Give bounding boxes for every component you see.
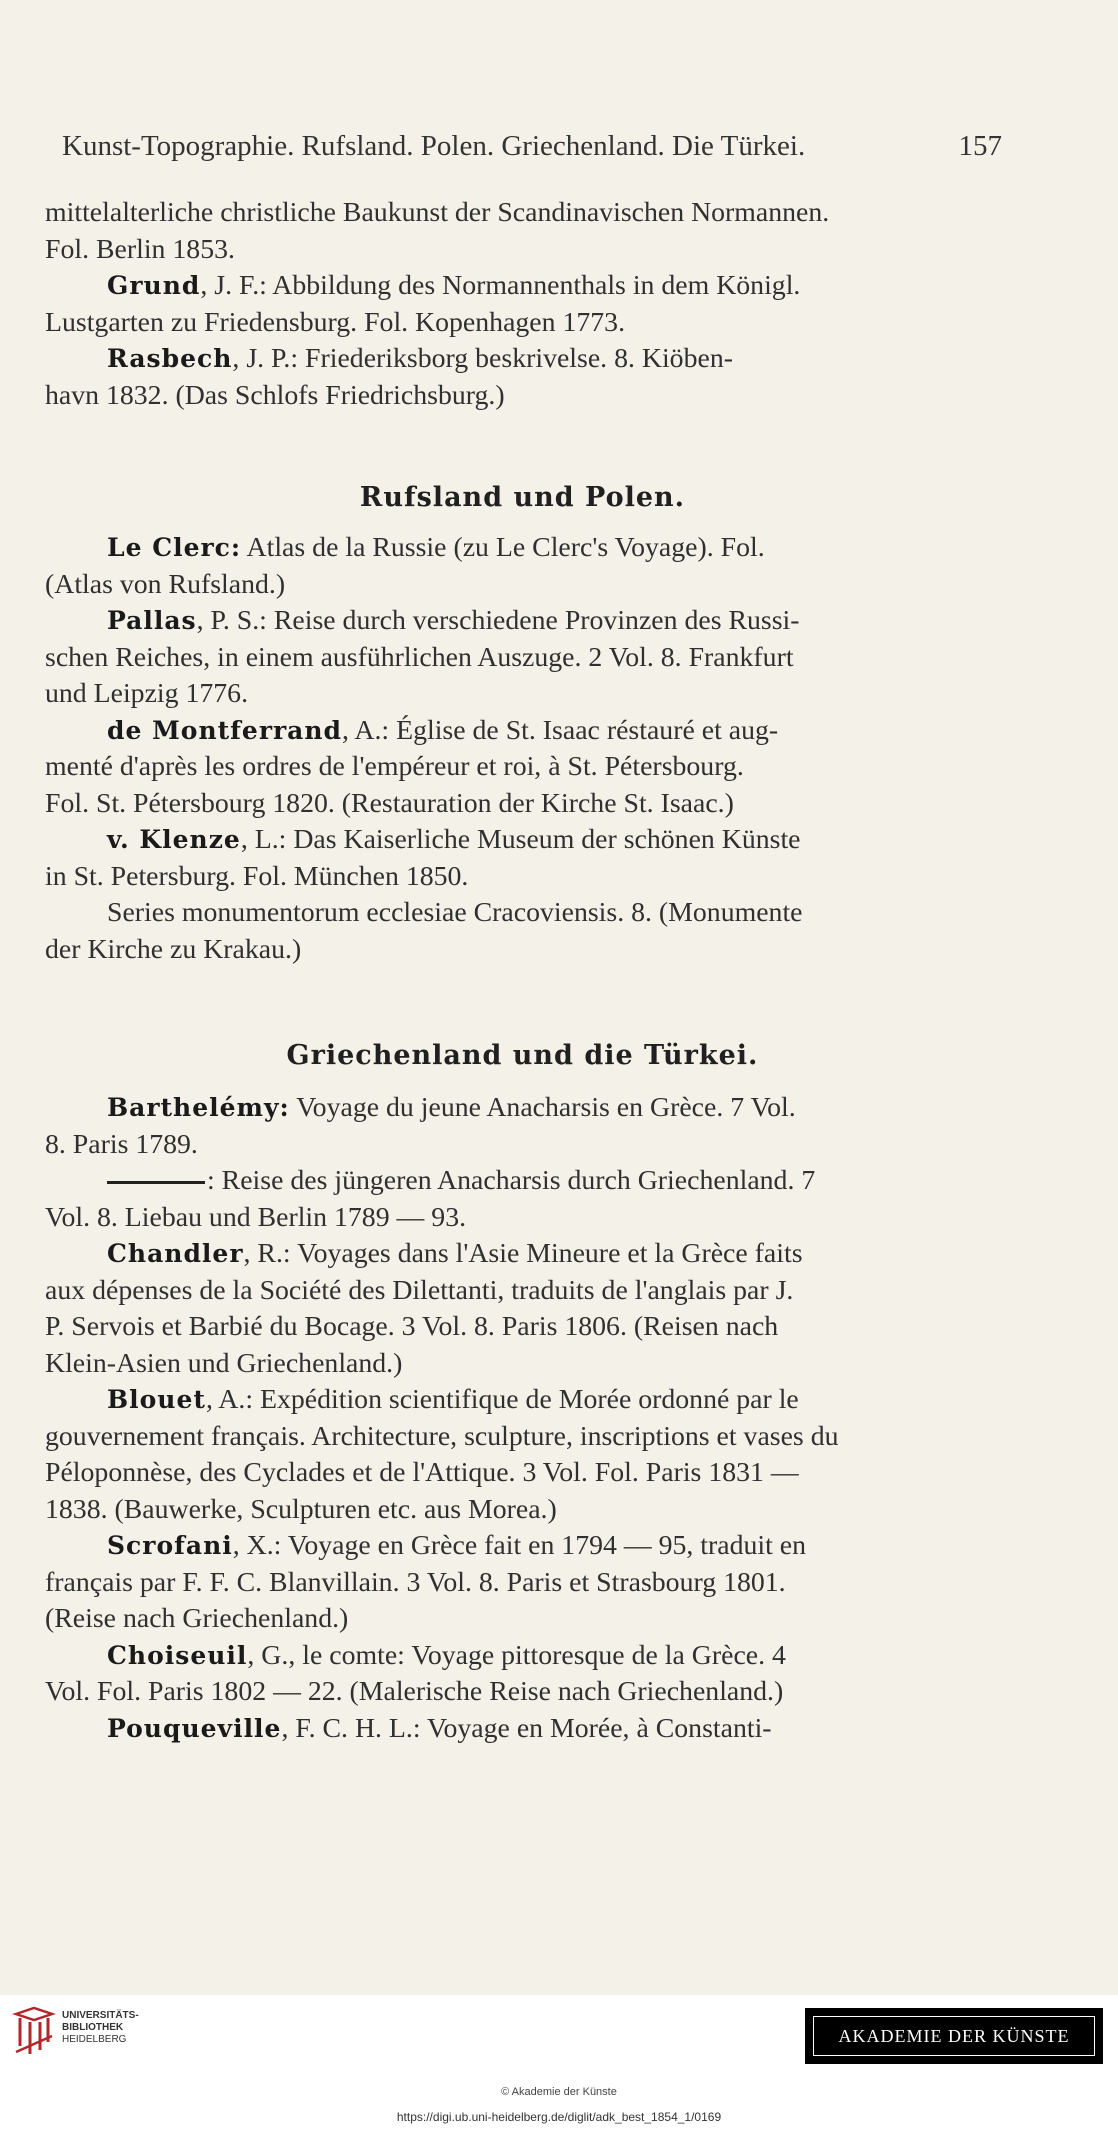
entry-text: , G., le comte: Voyage pittoresque de la Grèce. 4: [247, 1639, 786, 1671]
section1-block: [45, 530, 1000, 968]
copyright-notice: © Akademie der Künste: [501, 2086, 617, 2098]
text-line: havn 1832. (Das Schlofs Friedrichsburg.): [45, 379, 505, 411]
text-line: der Kirche zu Krakau.): [45, 933, 302, 965]
entry-grund: [45, 268, 1000, 305]
section2-block: [45, 1090, 1000, 1747]
library-name[interactable]: [62, 2010, 139, 2046]
entry-text: , J. F.: Abbildung des Normannenthals in dem Königl.: [200, 270, 801, 301]
author-name: Pallas: [107, 606, 197, 635]
text-line: (Atlas von Rufsland.): [45, 568, 286, 600]
page-number: 157: [958, 130, 1002, 162]
entry-klenze: [45, 822, 1000, 859]
entry-montferrand: [45, 713, 1000, 750]
text-line: menté d'après les ordres de l'empéreur et roi, à St. Pétersbourg.: [45, 751, 744, 782]
text-line: Fol. Berlin 1853.: [45, 233, 235, 265]
entry-pouqueville: [45, 1711, 1000, 1748]
entry-text: , R.: Voyages dans l'Asie Mineure et la Grèce faits: [243, 1238, 803, 1269]
entry-pallas: [45, 603, 1000, 640]
section-heading: Rufsland und Polen.: [359, 482, 686, 513]
entry-text: : Reise des jüngeren Anacharsis durch Griechenland. 7: [207, 1165, 816, 1196]
text-line: P. Servois et Barbié du Bocage. 3 Vol. 8. Paris 1806. (Reisen nach: [45, 1311, 779, 1342]
entry-text: , A.: Expédition scientifique de Morée ordonné par le: [205, 1384, 799, 1415]
entry-text: , P. S.: Reise durch verschiedene Provinzen des Russi-: [196, 605, 800, 636]
entry-barthelemy: [45, 1090, 1000, 1127]
entry-text: , F. C. H. L.: Voyage en Morée, à Constanti-: [281, 1712, 772, 1744]
entry-text: , X.: Voyage en Grèce fait en 1794 — 95, traduit en: [232, 1530, 807, 1561]
running-head-title: Kunst-Topographie. Rufsland. Polen. Griechenland. Die Türkei.: [62, 130, 806, 162]
author-name: Le Clerc:: [107, 533, 242, 562]
adk-label: AKADEMIE DER KÜNSTE: [813, 2016, 1095, 2056]
author-name: v. Klenze: [107, 825, 241, 854]
heidelberg-library-logo-icon[interactable]: [12, 2006, 56, 2058]
akademie-der-kuenste-logo[interactable]: [805, 2008, 1103, 2064]
ditto-dash: [107, 1181, 205, 1184]
text-line: français par F. F. C. Blanvillain. 3 Vol. 8. Paris et Strasbourg 1801.: [45, 1566, 786, 1598]
author-name: Chandler: [107, 1239, 244, 1268]
section-heading: Griechenland und die Türkei.: [286, 1040, 759, 1071]
entry-scrofani: [45, 1528, 1000, 1565]
text-line: Péloponnèse, des Cyclades et de l'Attique. 3 Vol. Fol. Paris 1831 —: [45, 1457, 799, 1488]
text-line: 1838. (Bauwerke, Sculpturen etc. aus Morea.): [45, 1493, 557, 1525]
author-name: Grund: [107, 271, 201, 300]
entry-le-clerc: [45, 530, 1000, 567]
entry-text: , L.: Das Kaiserliche Museum der schönen Künste: [240, 824, 801, 855]
author-name: Choiseuil: [107, 1640, 248, 1670]
text-line: Lustgarten zu Friedensburg. Fol. Kopenhagen 1773.: [45, 306, 626, 338]
entry-choiseuil: [45, 1638, 1000, 1675]
text-line: Vol. Fol. Paris 1802 — 22. (Malerische Reise nach Griechenland.): [45, 1676, 784, 1707]
author-name: Blouet: [107, 1385, 206, 1414]
author-name: Scrofani: [107, 1531, 233, 1560]
entry-text: , J. P.: Friederiksborg beskrivelse. 8. Kiöben-: [232, 343, 733, 374]
text-line: in St. Petersburg. Fol. München 1850.: [45, 860, 469, 892]
entry-rasbech: [45, 341, 1000, 378]
entry-chandler: [45, 1236, 1000, 1273]
text-line: Series monumentorum ecclesiae Cracoviensis. 8. (Monumente: [107, 897, 803, 928]
entry-ditto: [45, 1163, 1000, 1200]
author-name: Pouqueville: [107, 1713, 282, 1743]
text-line: Vol. 8. Liebau und Berlin 1789 — 93.: [45, 1201, 467, 1233]
running-head: [62, 130, 1002, 163]
intro-block: [45, 195, 1000, 414]
text-line: Klein-Asien und Griechenland.): [45, 1347, 403, 1379]
author-name: Barthelémy:: [107, 1093, 290, 1122]
text-line: mittelalterliche christliche Baukunst der Scandinavischen Normannen.: [45, 197, 830, 228]
text-line: aux dépenses de la Société des Dilettanti, traduits de l'anglais par J.: [45, 1274, 794, 1306]
author-name: Rasbech: [107, 344, 233, 373]
text-line: (Reise nach Griechenland.): [45, 1603, 349, 1634]
text-line: schen Reiches, in einem ausführlichen Auszuge. 2 Vol. 8. Frankfurt: [45, 641, 794, 673]
permalink-url[interactable]: https://digi.ub.uni-heidelberg.de/diglit/adk_best_1854_1/0169: [396, 2110, 722, 2124]
entry-text: Atlas de la Russie (zu Le Clerc's Voyage). Fol.: [241, 532, 765, 563]
author-name: de Montferrand: [107, 715, 343, 745]
text-line: gouvernement français. Architecture, sculpture, inscriptions et vases du: [45, 1420, 839, 1452]
text-line: 8. Paris 1789.: [45, 1128, 198, 1160]
entry-text: , A.: Église de St. Isaac réstauré et aug-: [342, 714, 779, 746]
entry-text: Voyage du jeune Anacharsis en Grèce. 7 Vol.: [289, 1092, 796, 1123]
text-line: und Leipzig 1776.: [45, 678, 249, 709]
library-name-line: UNIVERSITÄTS-: [62, 2010, 139, 2021]
entry-blouet: [45, 1382, 1000, 1419]
library-name-line: BIBLIOTHEK: [62, 2022, 124, 2033]
text-line: Fol. St. Pétersbourg 1820. (Restauration der Kirche St. Isaac.): [45, 787, 734, 819]
library-name-line: HEIDELBERG: [62, 2034, 127, 2045]
